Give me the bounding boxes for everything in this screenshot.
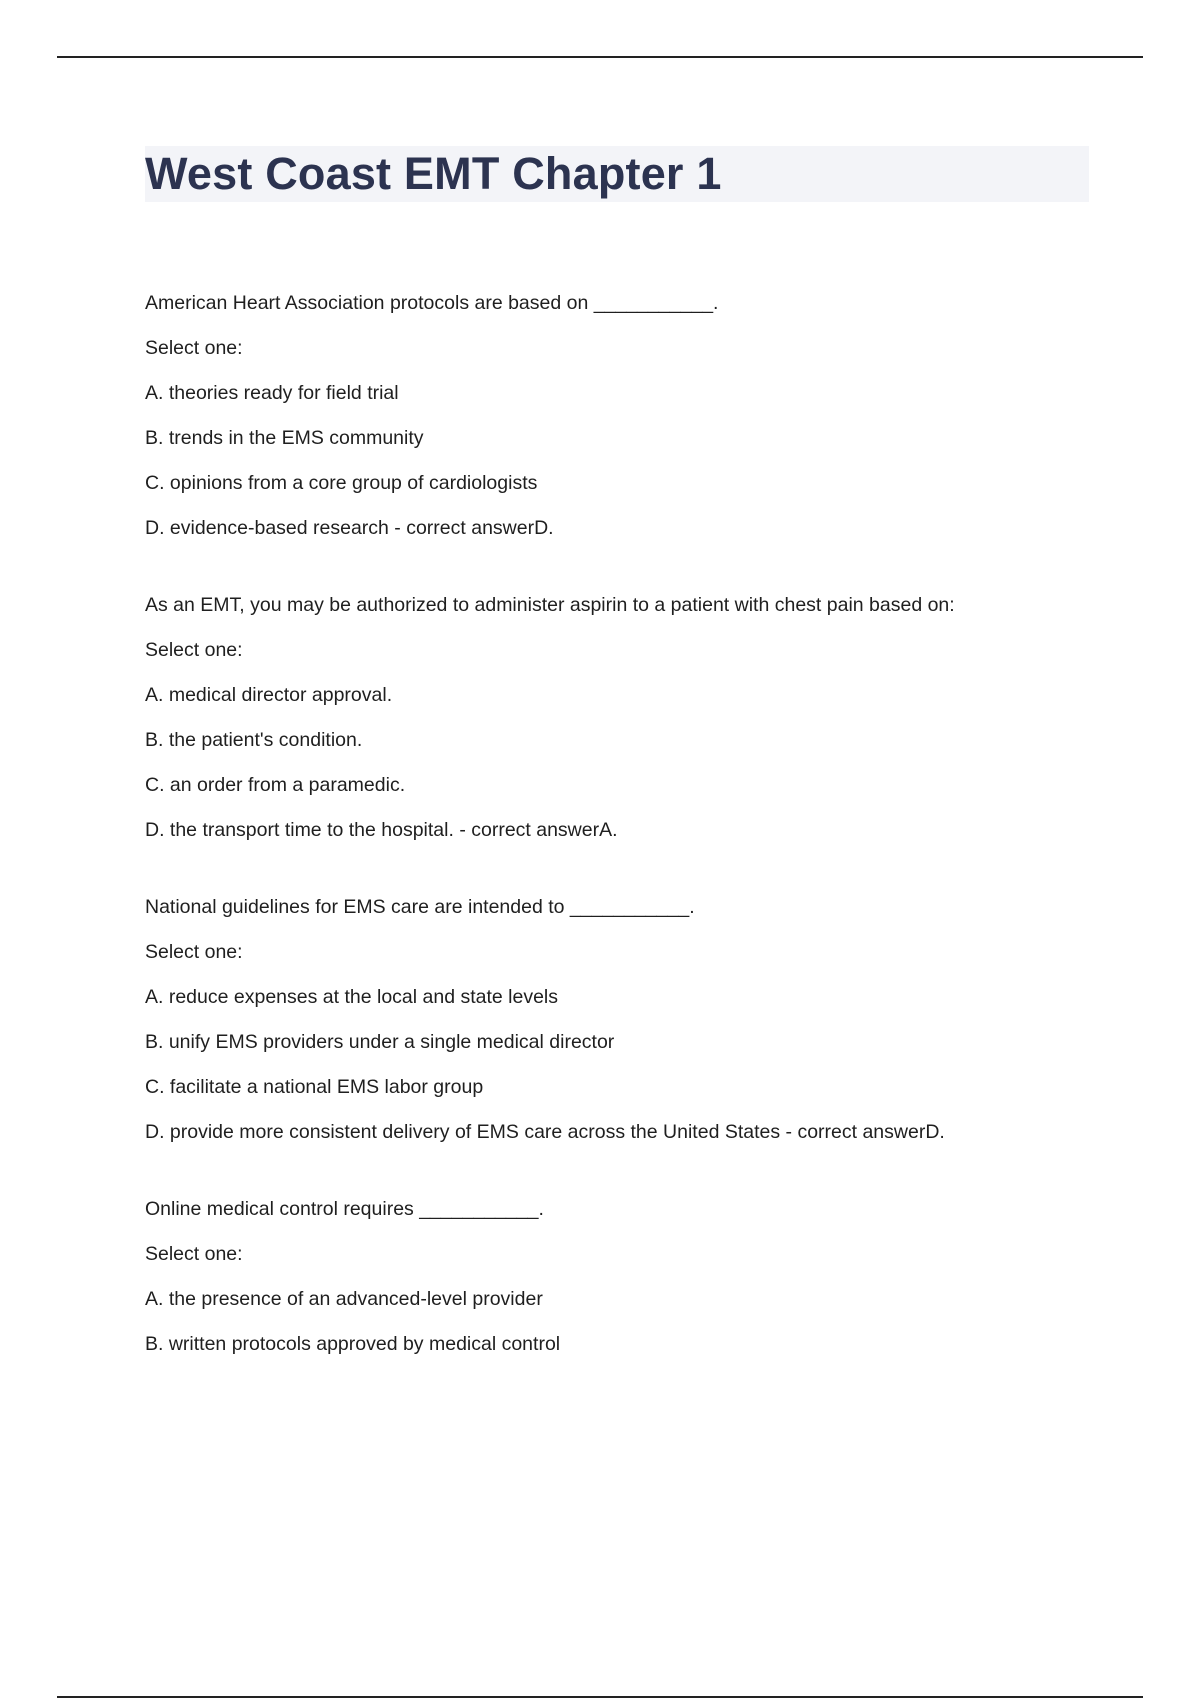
question-instruction: Select one: bbox=[145, 1243, 243, 1265]
question-2 bbox=[145, 594, 1089, 842]
page-content bbox=[145, 146, 1089, 1410]
question-3 bbox=[145, 896, 1089, 1144]
question-list bbox=[145, 292, 1089, 1356]
answer-option-a: A. medical director approval. bbox=[145, 684, 393, 706]
answer-option-b: B. written protocols approved by medical control bbox=[145, 1333, 561, 1355]
answer-option-b: B. unify EMS providers under a single medical director bbox=[145, 1031, 615, 1053]
answer-option-a: A. reduce expenses at the local and state levels bbox=[145, 986, 559, 1008]
document-title: West Coast EMT Chapter 1 bbox=[145, 148, 722, 199]
question-prompt: American Heart Association protocols are based on ___________. bbox=[145, 292, 719, 314]
answer-option-a: A. theories ready for field trial bbox=[145, 382, 399, 404]
question-prompt: As an EMT, you may be authorized to administer aspirin to a patient with chest pain based on: bbox=[145, 594, 955, 616]
question-prompt: National guidelines for EMS care are intended to ___________. bbox=[145, 896, 695, 918]
question-instruction: Select one: bbox=[145, 337, 243, 359]
title-banner bbox=[145, 146, 1089, 202]
answer-option-d: D. the transport time to the hospital. - correct answerA. bbox=[145, 819, 618, 841]
answer-option-c: C. opinions from a core group of cardiologists bbox=[145, 472, 538, 494]
answer-option-a: A. the presence of an advanced-level provider bbox=[145, 1288, 543, 1310]
top-rule bbox=[57, 56, 1143, 58]
answer-option-b: B. the patient's condition. bbox=[145, 729, 363, 751]
answer-option-b: B. trends in the EMS community bbox=[145, 427, 424, 449]
question-prompt: Online medical control requires ___________. bbox=[145, 1198, 544, 1220]
answer-option-c: C. an order from a paramedic. bbox=[145, 774, 406, 796]
answer-option-d: D. provide more consistent delivery of EMS care across the United States - correct answerD. bbox=[145, 1121, 945, 1143]
answer-option-c: C. facilitate a national EMS labor group bbox=[145, 1076, 484, 1098]
question-1 bbox=[145, 292, 1089, 540]
question-instruction: Select one: bbox=[145, 941, 243, 963]
answer-option-d: D. evidence-based research - correct answerD. bbox=[145, 517, 554, 539]
bottom-rule bbox=[57, 1696, 1143, 1698]
question-4 bbox=[145, 1198, 1089, 1356]
question-instruction: Select one: bbox=[145, 639, 243, 661]
